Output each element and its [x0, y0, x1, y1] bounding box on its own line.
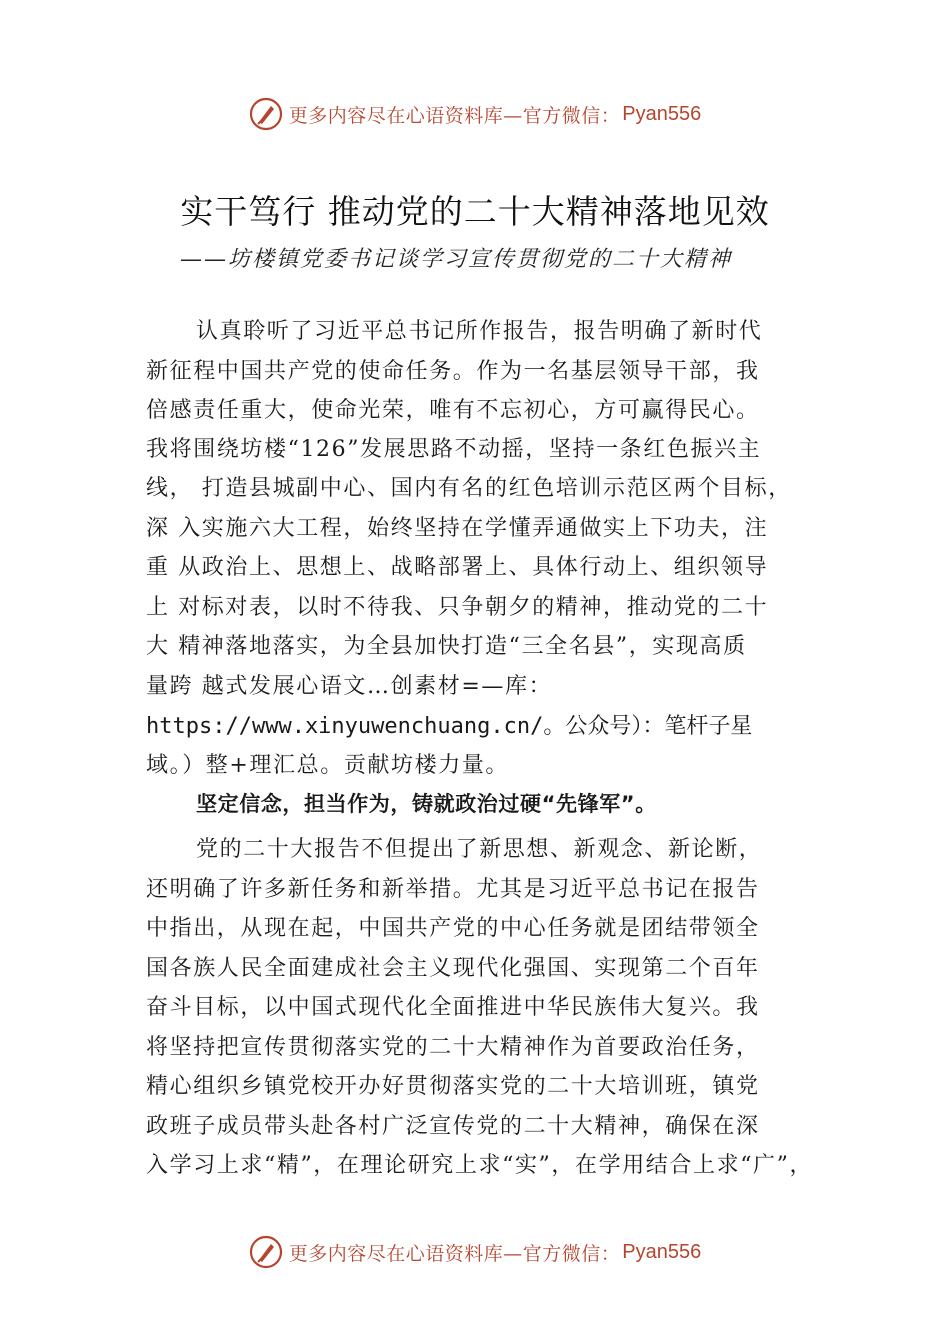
- paragraph-line: 奋斗目标，以中国式现代化全面推进中华民族伟大复兴。我: [146, 995, 760, 1020]
- paragraph-line: 重 从政治上、思想上、战略部署上、具体行动上、组织领导: [146, 555, 769, 580]
- header-banner-text: 更多内容尽在心语资料库—官方微信：: [288, 104, 621, 127]
- paragraph-line: 深 入实施六大工程，始终坚持在学懂弄通做实上下功夫，注: [146, 516, 769, 541]
- paragraph-line: 党的二十大报告不但提出了新思想、新观念、新论断，: [196, 837, 763, 862]
- paragraph-line: 域。）整+理汇总。贡献坊楼力量。: [146, 753, 510, 778]
- page-subtitle: ——坊楼镇党委书记谈学习宣传贯彻党的二十大精神: [180, 247, 733, 272]
- paragraph-line: 大 精神落地落实，为全县加快打造“三全名县”，实现高质: [146, 634, 747, 659]
- footer-banner: [0, 1232, 950, 1272]
- section-heading: 坚定信念，担当作为，铸就政治过硬“先锋军”。: [196, 792, 657, 816]
- paragraph-line: 我将围绕坊楼“126”发展思路不动摇，坚持一条红色振兴主: [146, 437, 762, 462]
- header-banner: [0, 94, 950, 134]
- paragraph-line: 入学习上求“精”，在理论研究上求“实”，在学用结合上求“广”，: [146, 1153, 814, 1178]
- paragraph-line: 量跨 越式发展心语文…创素材=—库：: [146, 674, 553, 699]
- paragraph-line: 中指出，从现在起，中国共产党的中心任务就是团结带领全: [146, 916, 760, 941]
- paragraph-line: 政班子成员带头赴各村广泛宣传党的二十大精神，确保在深: [146, 1114, 760, 1139]
- paragraph-line: https://www.xinyuwenchuang.cn/。公众号）：笔杆子星: [146, 714, 753, 739]
- paragraph-line: 国各族人民全面建成社会主义现代化强国、实现第二个百年: [146, 956, 760, 981]
- paragraph-line: 还明确了许多新任务和新举措。尤其是习近平总书记在报告: [146, 877, 760, 902]
- paragraph-line: 线， 打造县城副中心、国内有名的红色培训示范区两个目标，: [146, 476, 792, 501]
- quill-logo-icon: [249, 97, 283, 131]
- paragraph-line: 认真聆听了习近平总书记所作报告，报告明确了新时代: [196, 319, 763, 344]
- paragraph-line: 精心组织乡镇党校开办好贯彻落实党的二十大培训班，镇党: [146, 1074, 760, 1099]
- footer-banner-text: 更多内容尽在心语资料库—官方微信：: [288, 1242, 621, 1265]
- paragraph-line: 新征程中国共产党的使命任务。作为一名基层领导干部，我: [146, 359, 760, 384]
- paragraph-line: 上 对标对表，以时不待我、只争朝夕的精神，推动党的二十: [146, 595, 769, 620]
- paragraph-line: 倍感责任重大，使命光荣，唯有不忘初心，方可赢得民心。: [146, 398, 760, 423]
- quill-logo-icon: [249, 1235, 283, 1269]
- paragraph-line: 将坚持把宣传贯彻落实党的二十大精神作为首要政治任务，: [146, 1035, 760, 1060]
- footer-banner-handle: Pyan556: [622, 1240, 702, 1263]
- header-banner-handle: Pyan556: [622, 102, 702, 125]
- page-title: 实干笃行 推动党的二十大精神落地见效: [180, 192, 770, 231]
